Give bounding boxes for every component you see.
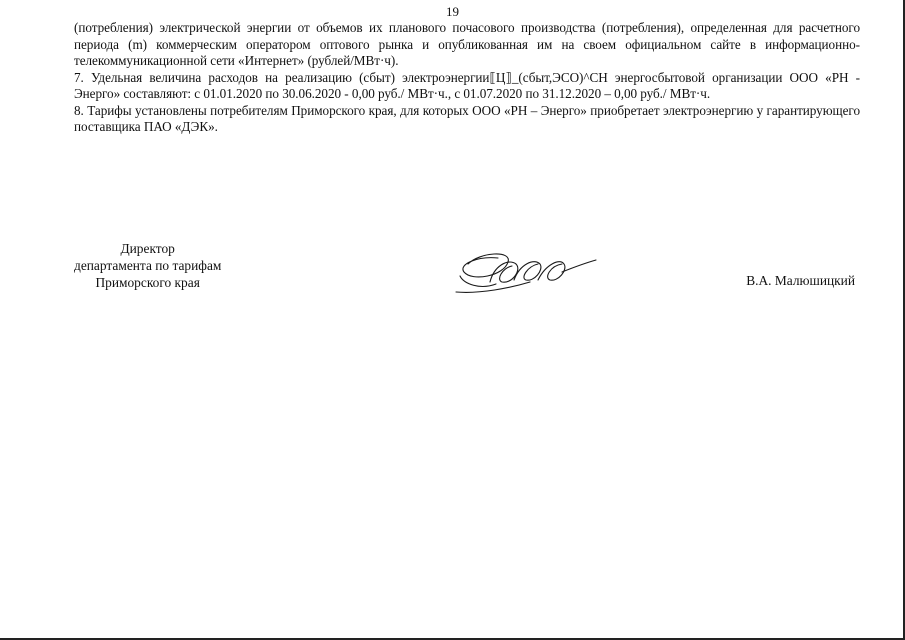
paragraph-item-8: 8. Тарифы установлены потребителям Приморского края, для которых ООО «РН – Энерго» приобретает электроэнергию у гарантирующего поставщика ПАО «ДЭК».: [74, 102, 860, 134]
page-number: 19: [446, 4, 459, 19]
document-body: [74, 20, 860, 136]
signatory-title-line: Директор: [120, 241, 175, 256]
paragraph-continuation: (потребления) электрической энергии от объемов их планового почасового производства (потребления), определенная для расчетного периода (m) коммерческим оператором оптового рынка и опубликованная им на своем официальном сайте в информационно-телекоммуникационной сети «Интернет» (рублей/МВт·ч).: [74, 20, 860, 68]
signatory-title-line: Приморского края: [95, 275, 200, 290]
signatory-title-block: [74, 240, 221, 291]
handwritten-signature: [450, 242, 610, 300]
signatory-name: В.А. Малюшицкий: [746, 273, 855, 288]
signatory-title-line: департамента по тарифам: [74, 258, 222, 273]
paragraph-item-7: 7. Удельная величина расходов на реализацию (сбыт) электроэнергии⟦Ц⟧_(сбыт,ЭСО)^СН энергосбытовой организации ООО «РН - Энерго» составляют: с 01.01.2020 по 30.06.2020 - 0,00 руб./ МВт·ч., с 01.07.2020 по 31.12.2020 – 0,00 руб./ МВт·ч.: [74, 69, 860, 101]
